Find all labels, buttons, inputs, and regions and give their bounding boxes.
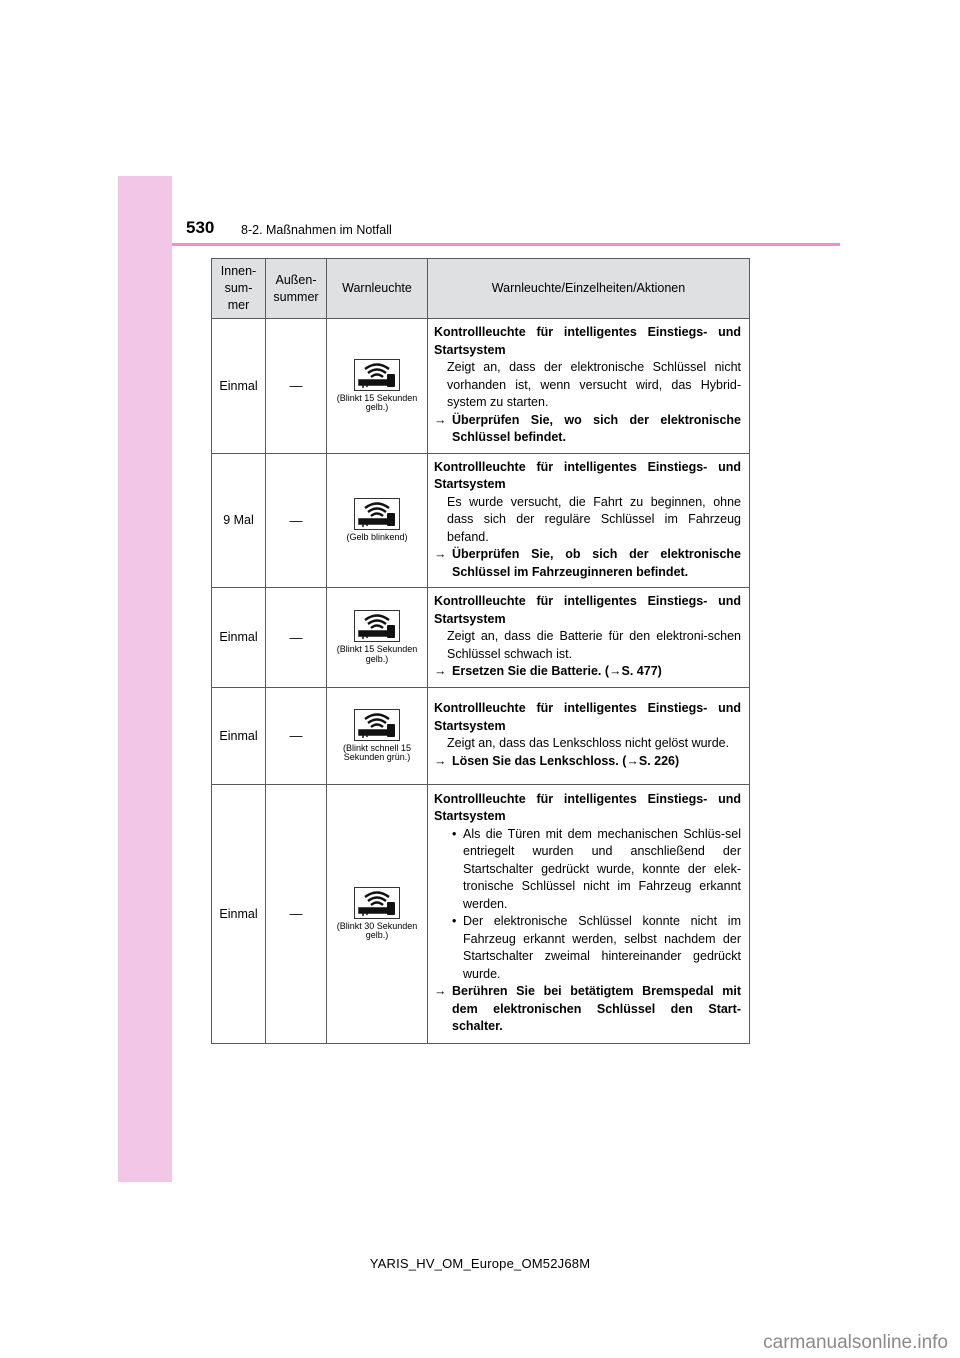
- smart-key-warning-icon: [354, 610, 400, 642]
- lamp-caption: (Blinkt 30 Sekunden gelb.): [336, 920, 418, 940]
- warning-lamp-cell: [327, 687, 428, 784]
- outer-buzzer-count: —: [266, 588, 327, 688]
- arrow-icon: →: [434, 664, 447, 678]
- arrow-icon: →: [434, 547, 447, 561]
- detail-title: Kontrollleuchte für intelligentes Einstiegs- und Startsystem: [434, 594, 741, 626]
- detail-action: [434, 663, 741, 681]
- detail-description: Zeigt an, dass der elektronische Schlüssel nicht vorhanden ist, wenn versucht wird, das Hybrid-system zu starten.: [447, 360, 741, 409]
- smart-key-warning-icon: [354, 887, 400, 919]
- page-number: 530: [186, 218, 215, 237]
- inner-buzzer-count: 9 Mal: [212, 453, 266, 588]
- side-tab-band: [118, 176, 172, 1182]
- warning-lamp-cell: [327, 453, 428, 588]
- header-rule: [172, 243, 840, 246]
- header-warning-lamp: Warnleuchte: [327, 259, 428, 319]
- inner-buzzer-count: Einmal: [212, 687, 266, 784]
- table-row: [212, 588, 750, 688]
- bullet-text: Als die Türen mit dem mechanischen Schlüs-sel entriegelt wurden und anschließend der Startschalter gedrückt wurde, konnte der elek-tronische Schlüssel nicht im Fahrzeug erkannt werden.: [463, 826, 741, 911]
- detail-title: Kontrollleuchte für intelligentes Einstiegs- und Startsystem: [434, 791, 741, 823]
- details-cell: [428, 588, 750, 688]
- warning-lamp-cell: [327, 784, 428, 1043]
- lamp-caption: (Gelb blinkend): [346, 532, 408, 542]
- table-row: [212, 319, 750, 454]
- warning-lamp-cell: [327, 319, 428, 454]
- table-row: [212, 687, 750, 784]
- header-outer-buzzer: Außen-summer: [266, 259, 327, 319]
- arrow-icon: →: [434, 984, 447, 998]
- detail-bullet: [434, 913, 741, 983]
- detail-description: Es wurde versucht, die Fahrt zu beginnen, ohne dass sich der reguläre Schlüssel im Fahrzeug befand.: [447, 494, 741, 544]
- action-text: Überprüfen Sie, ob sich der elektronische Schlüssel im Fahrzeuginneren befindet.: [452, 547, 741, 579]
- detail-action: [434, 983, 741, 1036]
- table-row: [212, 453, 750, 588]
- smart-key-warning-icon: [354, 359, 400, 391]
- bullet-marker: •: [452, 826, 457, 841]
- detail-title: Kontrollleuchte für intelligentes Einstiegs- und Startsystem: [434, 325, 741, 357]
- outer-buzzer-count: —: [266, 453, 327, 588]
- warning-lamp-cell: [327, 588, 428, 688]
- outer-buzzer-count: —: [266, 784, 327, 1043]
- detail-title: Kontrollleuchte für intelligentes Einstiegs- und Startsystem: [434, 701, 741, 733]
- inner-buzzer-count: Einmal: [212, 784, 266, 1043]
- action-text: Lösen Sie das Lenkschloss. (→S. 226): [452, 753, 680, 768]
- bullet-text: Der elektronische Schlüssel konnte nicht im Fahrzeug erkannt werden, selbst nachdem der Startschalter zweimal hintereinander gedrückt wurde.: [463, 914, 741, 981]
- header-inner-buzzer: Innen-sum-mer: [212, 259, 266, 319]
- detail-description: Zeigt an, dass das Lenkschloss nicht gelöst wurde.: [447, 736, 730, 750]
- detail-description: Zeigt an, dass die Batterie für den elektroni-schen Schlüssel schwach ist.: [447, 629, 741, 661]
- details-cell: [428, 319, 750, 454]
- details-cell: [428, 784, 750, 1043]
- arrow-icon: →: [434, 412, 447, 427]
- section-title: 8-2. Maßnahmen im Notfall: [241, 223, 392, 237]
- details-cell: [428, 453, 750, 588]
- lamp-caption: (Blinkt 15 Sekunden gelb.): [336, 644, 418, 664]
- detail-title: Kontrollleuchte für intelligentes Einstiegs- und Startsystem: [434, 459, 741, 491]
- detail-bullet: [434, 826, 741, 914]
- arrow-icon: →: [434, 753, 447, 768]
- smart-key-warning-icon: [354, 709, 400, 741]
- table-row: [212, 784, 750, 1043]
- document-id-footer: YARIS_HV_OM_Europe_OM52J68M: [369, 1256, 591, 1271]
- watermark: carmanualsonline.info: [763, 1332, 948, 1353]
- lamp-caption: (Blinkt 15 Sekunden gelb.): [336, 392, 418, 413]
- header-details: Warnleuchte/Einzelheiten/Aktionen: [428, 259, 750, 319]
- table-header-row: [212, 259, 750, 319]
- inner-buzzer-count: Einmal: [212, 588, 266, 688]
- warning-table: [211, 258, 750, 1044]
- action-text: Ersetzen Sie die Batterie. (→S. 477): [452, 664, 662, 678]
- detail-action: [434, 412, 741, 447]
- inner-buzzer-count: Einmal: [212, 319, 266, 454]
- detail-action: [434, 546, 741, 581]
- outer-buzzer-count: —: [266, 687, 327, 784]
- details-cell: [428, 687, 750, 784]
- smart-key-warning-icon: [354, 498, 400, 530]
- action-text: Überprüfen Sie, wo sich der elektronische Schlüssel befindet.: [452, 412, 741, 444]
- bullet-marker: •: [452, 914, 457, 928]
- outer-buzzer-count: —: [266, 319, 327, 454]
- detail-action: [434, 753, 741, 771]
- action-text: Berühren Sie bei betätigtem Bremspedal mit dem elektronischen Schlüssel den Start-schalter.: [452, 984, 741, 1033]
- lamp-caption: (Blinkt schnell 15 Sekunden grün.): [342, 742, 412, 762]
